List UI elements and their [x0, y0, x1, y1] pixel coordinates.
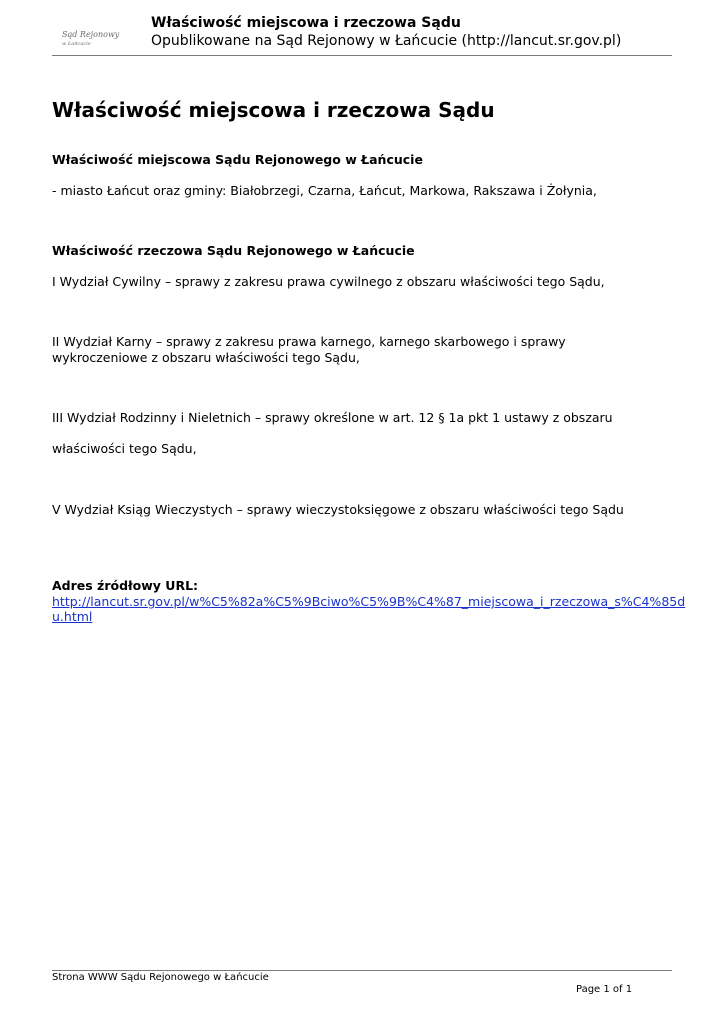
local-jurisdiction-text: - miasto Łańcut oraz gminy: Białobrzegi, Czarna, Łańcut, Markowa, Rakszawa i Żołynia, — [52, 183, 597, 198]
footer-site-name: Strona WWW Sądu Rejonowego w Łańcucie — [52, 972, 269, 983]
page-number: Page 1 of 1 — [576, 984, 633, 995]
footer-divider — [52, 970, 672, 971]
family-department-text-1: III Wydział Rodzinny i Nieletnich – sprawy określone w art. 12 § 1a pkt 1 ustawy z obszaru — [52, 410, 613, 425]
criminal-department-text-1: II Wydział Karny – sprawy z zakresu prawa karnego, karnego skarbowego i sprawy — [52, 334, 566, 349]
source-url-link-2[interactable]: u.html — [52, 609, 93, 624]
criminal-department-text-2: wykroczeniowe z obszaru właściwości tego Sądu, — [52, 350, 360, 365]
header-divider — [52, 55, 672, 56]
logo-line1: Sąd Rejonowy — [62, 30, 120, 39]
land-registry-department-text: V Wydział Ksiąg Wieczystych – sprawy wieczystoksięgowe z obszaru właściwości tego Sądu — [52, 502, 624, 517]
page-title: Właściwość miejscowa i rzeczowa Sądu — [52, 98, 495, 122]
local-jurisdiction-heading: Właściwość miejscowa Sądu Rejonowego w Łańcucie — [52, 152, 423, 167]
source-url-label: Adres źródłowy URL: — [52, 578, 199, 593]
subject-jurisdiction-heading: Właściwość rzeczowa Sądu Rejonowego w Łańcucie — [52, 243, 415, 258]
logo-line2: w Łańcucie — [62, 41, 91, 47]
court-logo — [62, 30, 124, 52]
header-title: Właściwość miejscowa i rzeczowa Sądu — [151, 15, 461, 31]
source-url-link-1[interactable]: http://lancut.sr.gov.pl/w%C5%82a%C5%9Bciwo%C5%9B%C4%87_miejscowa_i_rzeczowa_s%C4%85d — [52, 594, 686, 609]
family-department-text-2: właściwości tego Sądu, — [52, 441, 197, 456]
header-published: Opublikowane na Sąd Rejonowy w Łańcucie (http://lancut.sr.gov.pl) — [151, 33, 622, 49]
page-header — [52, 10, 672, 56]
civil-department-text: I Wydział Cywilny – sprawy z zakresu prawa cywilnego z obszaru właściwości tego Sądu, — [52, 274, 605, 289]
